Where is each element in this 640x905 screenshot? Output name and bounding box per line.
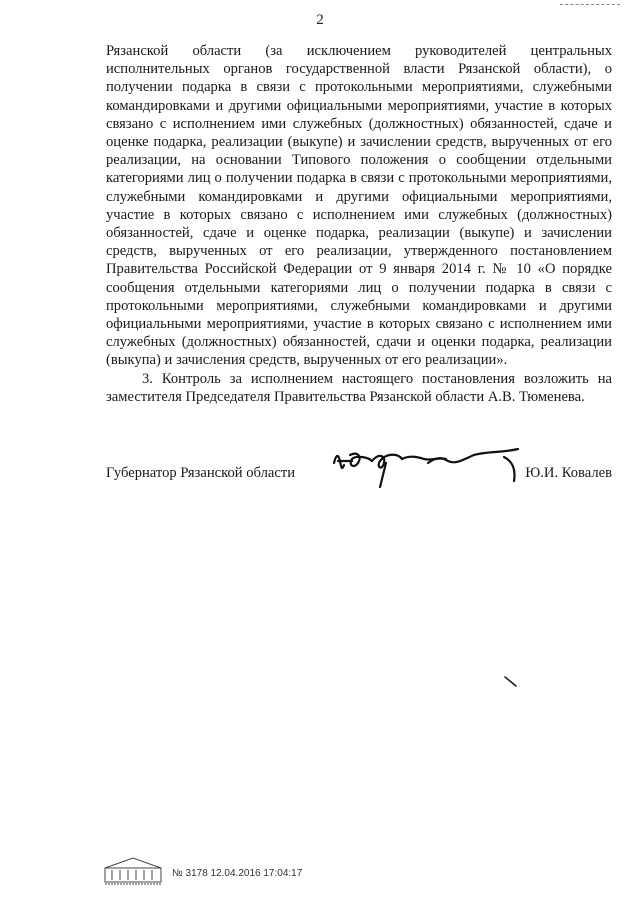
- signer-name: Ю.И. Ковалев: [525, 465, 612, 481]
- scan-artifact: [504, 676, 518, 688]
- scan-edge-mark: [560, 4, 620, 7]
- page-number: 2: [316, 12, 324, 28]
- continuation-paragraph: Рязанской области (за исключением руководителей центральных исполнительных органов государственной власти Рязанской области), о получении подарка в связи с протокольными мероприятиями, служебными командировками и другими официальными мероприятиями, участие в которых связано с исполнением ими служебных (должностных) обязанностей, сдаче и оценке подарка, реализации (выкупе) и зачислении средств, вырученных от его реализации, на основании Типового положения о сообщении отдельными категориями лиц о получении подарка в связи с протокольными мероприятиями, служебными командировками и другими официальными мероприятиями, участие в которых связано с исполнением ими служебных (должностных) обязанностей, сдаче и оценке подарка, реализации (выкупе) и зачислении средств, вырученных от его реализации, утвержденного постановлением Правительства Российской Федерации от 9 января 2014 г. № 10 «О порядке сообщения отдельными категориями лиц о получении подарка в связи с протокольными мероприятиями, служебными командировками и другими официальными мероприятиями, участие в которых связано с исполнением ими служебных (должностных) обязанностей, сдачи и оценки подарка, реализации (выкупа) и зачисления средств, вырученных от его реализации».: [106, 43, 612, 369]
- registry-stamp-icon: [104, 856, 164, 886]
- signature-block: [106, 455, 612, 495]
- document-body: [106, 42, 612, 406]
- registration-stamp: № 3178 12.04.2016 17:04:17: [172, 868, 303, 879]
- handwritten-signature: [328, 441, 528, 505]
- control-paragraph: 3. Контроль за исполнением настоящего постановления возложить на заместителя Председателя Правительства Рязанской области А.В. Тюменева.: [106, 370, 612, 405]
- signer-title: Губернатор Рязанской области: [106, 465, 296, 481]
- document-footer: [104, 856, 344, 886]
